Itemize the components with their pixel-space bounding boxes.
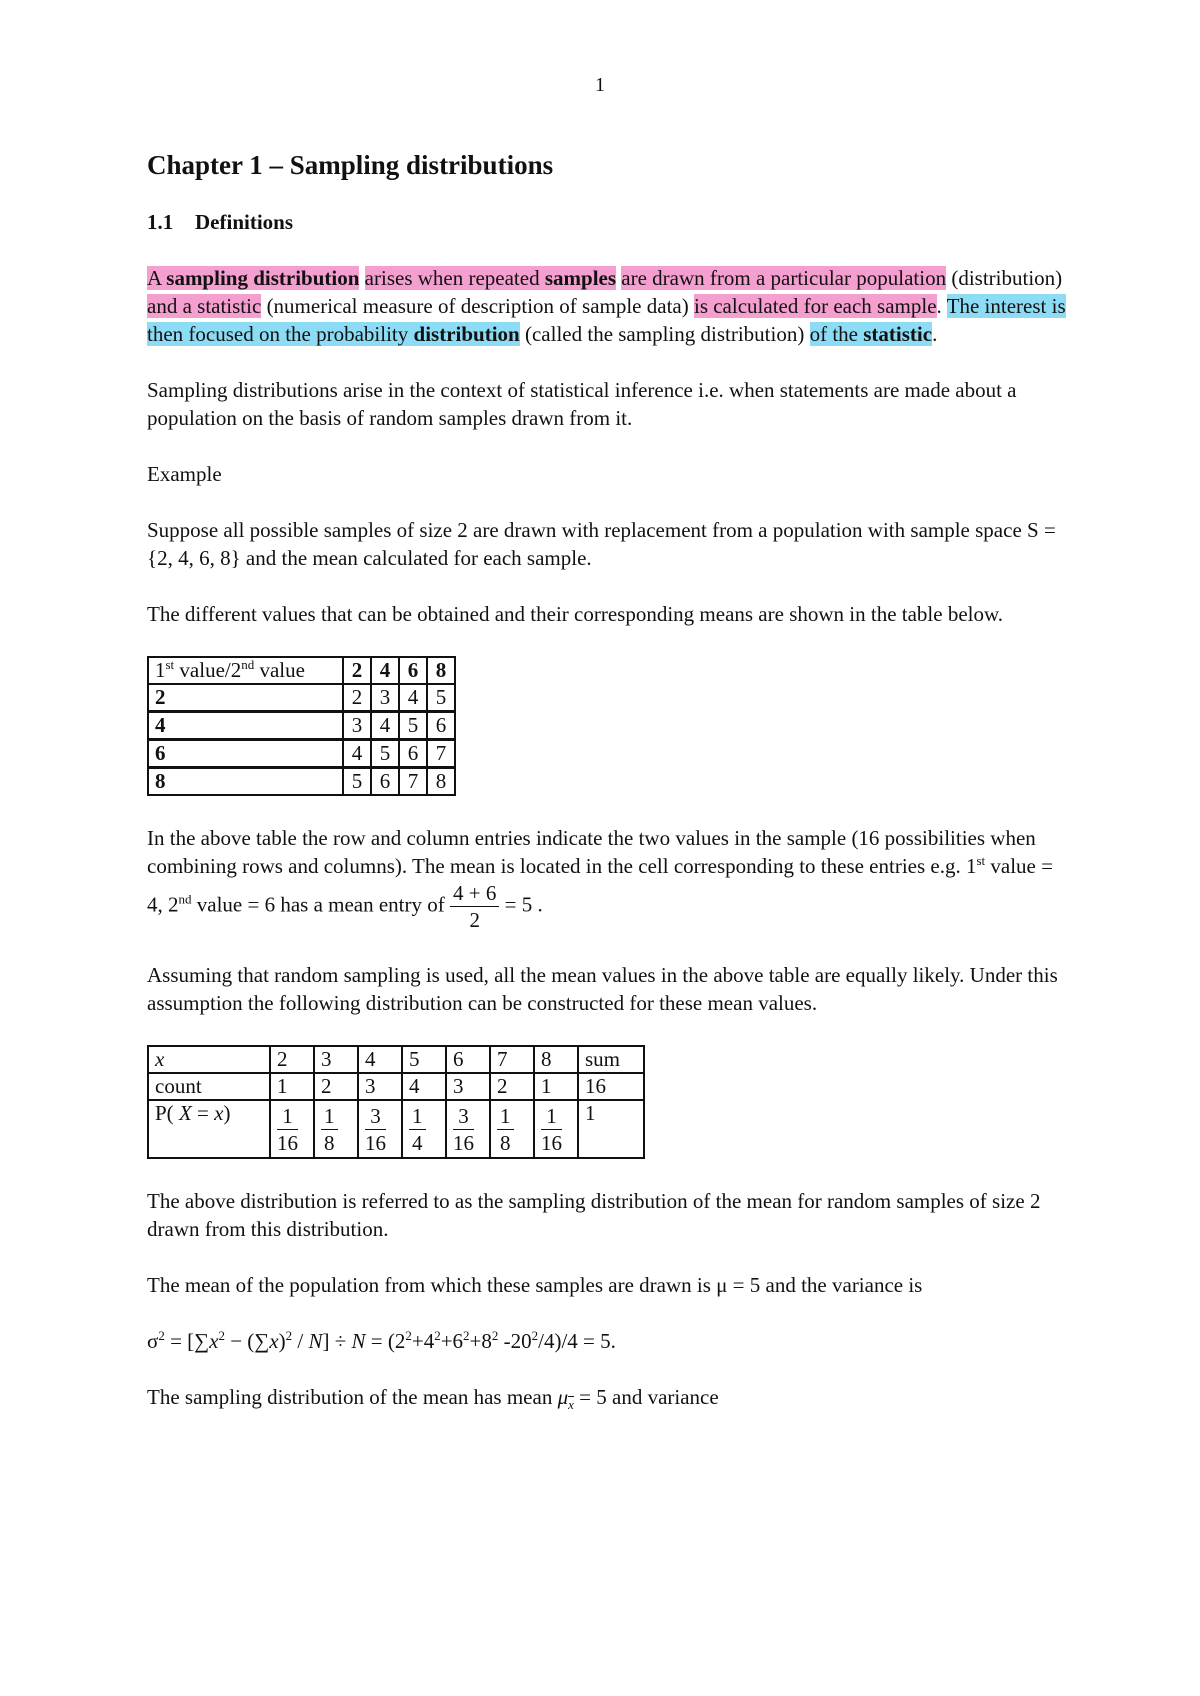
section-number: 1.1: [147, 210, 174, 234]
probability-cell: $\frac{1}{16}$: [534, 1100, 578, 1158]
section-heading: [147, 208, 1067, 236]
table-cell: 8: [534, 1046, 578, 1073]
row-label-probability: P( $\overline{X} = \overline{x}$): [148, 1100, 270, 1158]
suppose-paragraph: Suppose all possible samples of size 2 are drawn with replacement from a population with sample space S = {2, 4, 6, 8} and the mean calculated for each sample.: [147, 518, 1056, 570]
probability-cell: $\frac{1}{8}$: [314, 1100, 358, 1158]
probability-cell: $\frac{1}{4}$: [402, 1100, 446, 1158]
page-content: [147, 140, 1067, 1419]
table-cell: 4: [399, 684, 427, 712]
referred-paragraph: The above distribution is referred to as the sampling distribution of the mean for random samples of size 2 drawn from this distribution.: [147, 1189, 1041, 1241]
assuming-paragraph: Assuming that random sampling is used, all the mean values in the above table are equally likely. Under this assumption the following distribution can be constructed for these mean values.: [147, 963, 1058, 1015]
sum-header: sum: [578, 1046, 644, 1073]
table-cell: 3: [371, 684, 399, 712]
column-header: 4: [371, 657, 399, 684]
table-row: [148, 768, 455, 796]
probability-cell: $\frac{3}{16}$: [446, 1100, 490, 1158]
probability-cell: $\frac{3}{16}$: [358, 1100, 402, 1158]
table-cell: 6: [446, 1046, 490, 1073]
probability-cell: $\frac{1}{8}$: [490, 1100, 534, 1158]
mean-fraction: $\frac{4 + 6}{2}$: [450, 880, 499, 933]
table-cell: 8: [427, 768, 455, 796]
table-row: [148, 1046, 644, 1073]
sample-means-table: [147, 656, 456, 796]
table-cell: 5: [402, 1046, 446, 1073]
table-cell: 5: [427, 684, 455, 712]
table-cell: 7: [427, 740, 455, 768]
table-row: [148, 1073, 644, 1100]
row-header: 2: [148, 684, 343, 712]
table-cell: 2: [490, 1073, 534, 1100]
table-cell: 5: [371, 740, 399, 768]
column-header: 6: [399, 657, 427, 684]
table-cell: 3: [446, 1073, 490, 1100]
different-values-paragraph: The different values that can be obtained and their corresponding means are shown in the table below.: [147, 602, 1004, 626]
table-row: [148, 684, 455, 712]
probability-cell: $\frac{1}{16}$: [270, 1100, 314, 1158]
definition-text: A: [147, 266, 167, 290]
row-header: 4: [148, 712, 343, 740]
definition-paragraph: A sampling distribution arises when repeated samples are drawn from a particular population (distribution) and a statistic (numerical measure of description of sample data) is calculated for each sample. The interest is then focused on the probability distribution (called the sampling distribution) of the statistic.: [147, 266, 1066, 346]
table-cell: 2: [343, 684, 371, 712]
table-cell: 5: [343, 768, 371, 796]
table-row: [148, 1100, 644, 1158]
probability-sum: 1: [578, 1100, 644, 1158]
definition-term: sampling distribution: [166, 266, 360, 290]
table-cell: 1: [534, 1073, 578, 1100]
row-label-count: count: [148, 1073, 270, 1100]
table-cell: 4: [402, 1073, 446, 1100]
table-cell: 2: [270, 1046, 314, 1073]
table-cell: 5: [399, 712, 427, 740]
table-cell: 6: [371, 768, 399, 796]
table-cell: 7: [399, 768, 427, 796]
example-label: Example: [147, 462, 222, 486]
table-cell: 6: [427, 712, 455, 740]
variance-formula: $\sigma^2 = [\sum x^2 - (\sum x)^2 / N] \div N = (2^2+4^2+6^2+8^2$ $-20^2/4)/4 = 5$.: [147, 1328, 616, 1353]
table-cell: 2: [314, 1073, 358, 1100]
table-explanation-paragraph: In the above table the row and column entries indicate the two values in the sample (16 possibilities when combining rows and columns). The mean is located in the cell corresponding to these entries e.g. 1st value = 4, 2nd value = 6 has a mean entry of $\frac{4 + 6}{2}$ = 5 .: [147, 826, 1053, 932]
table-cell: 4: [358, 1046, 402, 1073]
row-label-x: $\overline{x}$: [148, 1046, 270, 1073]
definition-term: distribution: [413, 322, 520, 346]
table-cell: 3: [358, 1073, 402, 1100]
table-cell: 3: [314, 1046, 358, 1073]
table-cell: 3: [343, 712, 371, 740]
population-mean-paragraph: The mean of the population from which these samples are drawn is μ = 5 and the variance is: [147, 1273, 923, 1297]
row-header: 8: [148, 768, 343, 796]
column-header: 8: [427, 657, 455, 684]
definition-term: statistic: [863, 322, 933, 346]
table-row: [148, 712, 455, 740]
count-sum: 16: [578, 1073, 644, 1100]
table-cell: 7: [490, 1046, 534, 1073]
row-header: 6: [148, 740, 343, 768]
table-corner-cell: 1st value/2nd value: [148, 657, 343, 684]
table-cell: 6: [399, 740, 427, 768]
chapter-title: Chapter 1 – Sampling distributions: [147, 150, 554, 180]
inference-paragraph: Sampling distributions arise in the context of statistical inference i.e. when statements are made about a population on the basis of random samples drawn from it.: [147, 378, 1017, 430]
page-number: 1: [595, 74, 605, 96]
definition-term: samples: [544, 266, 617, 290]
table-cell: 4: [371, 712, 399, 740]
section-title: Definitions: [195, 210, 294, 234]
table-cell: 4: [343, 740, 371, 768]
table-cell: 1: [270, 1073, 314, 1100]
column-header: 2: [343, 657, 371, 684]
sampling-mean-paragraph: The sampling distribution of the mean has mean $\mu_{\overline{x}} = 5$ and variance: [147, 1385, 719, 1413]
table-row: [148, 740, 455, 768]
table-header-row: [148, 657, 455, 684]
sampling-distribution-table: [147, 1045, 645, 1159]
